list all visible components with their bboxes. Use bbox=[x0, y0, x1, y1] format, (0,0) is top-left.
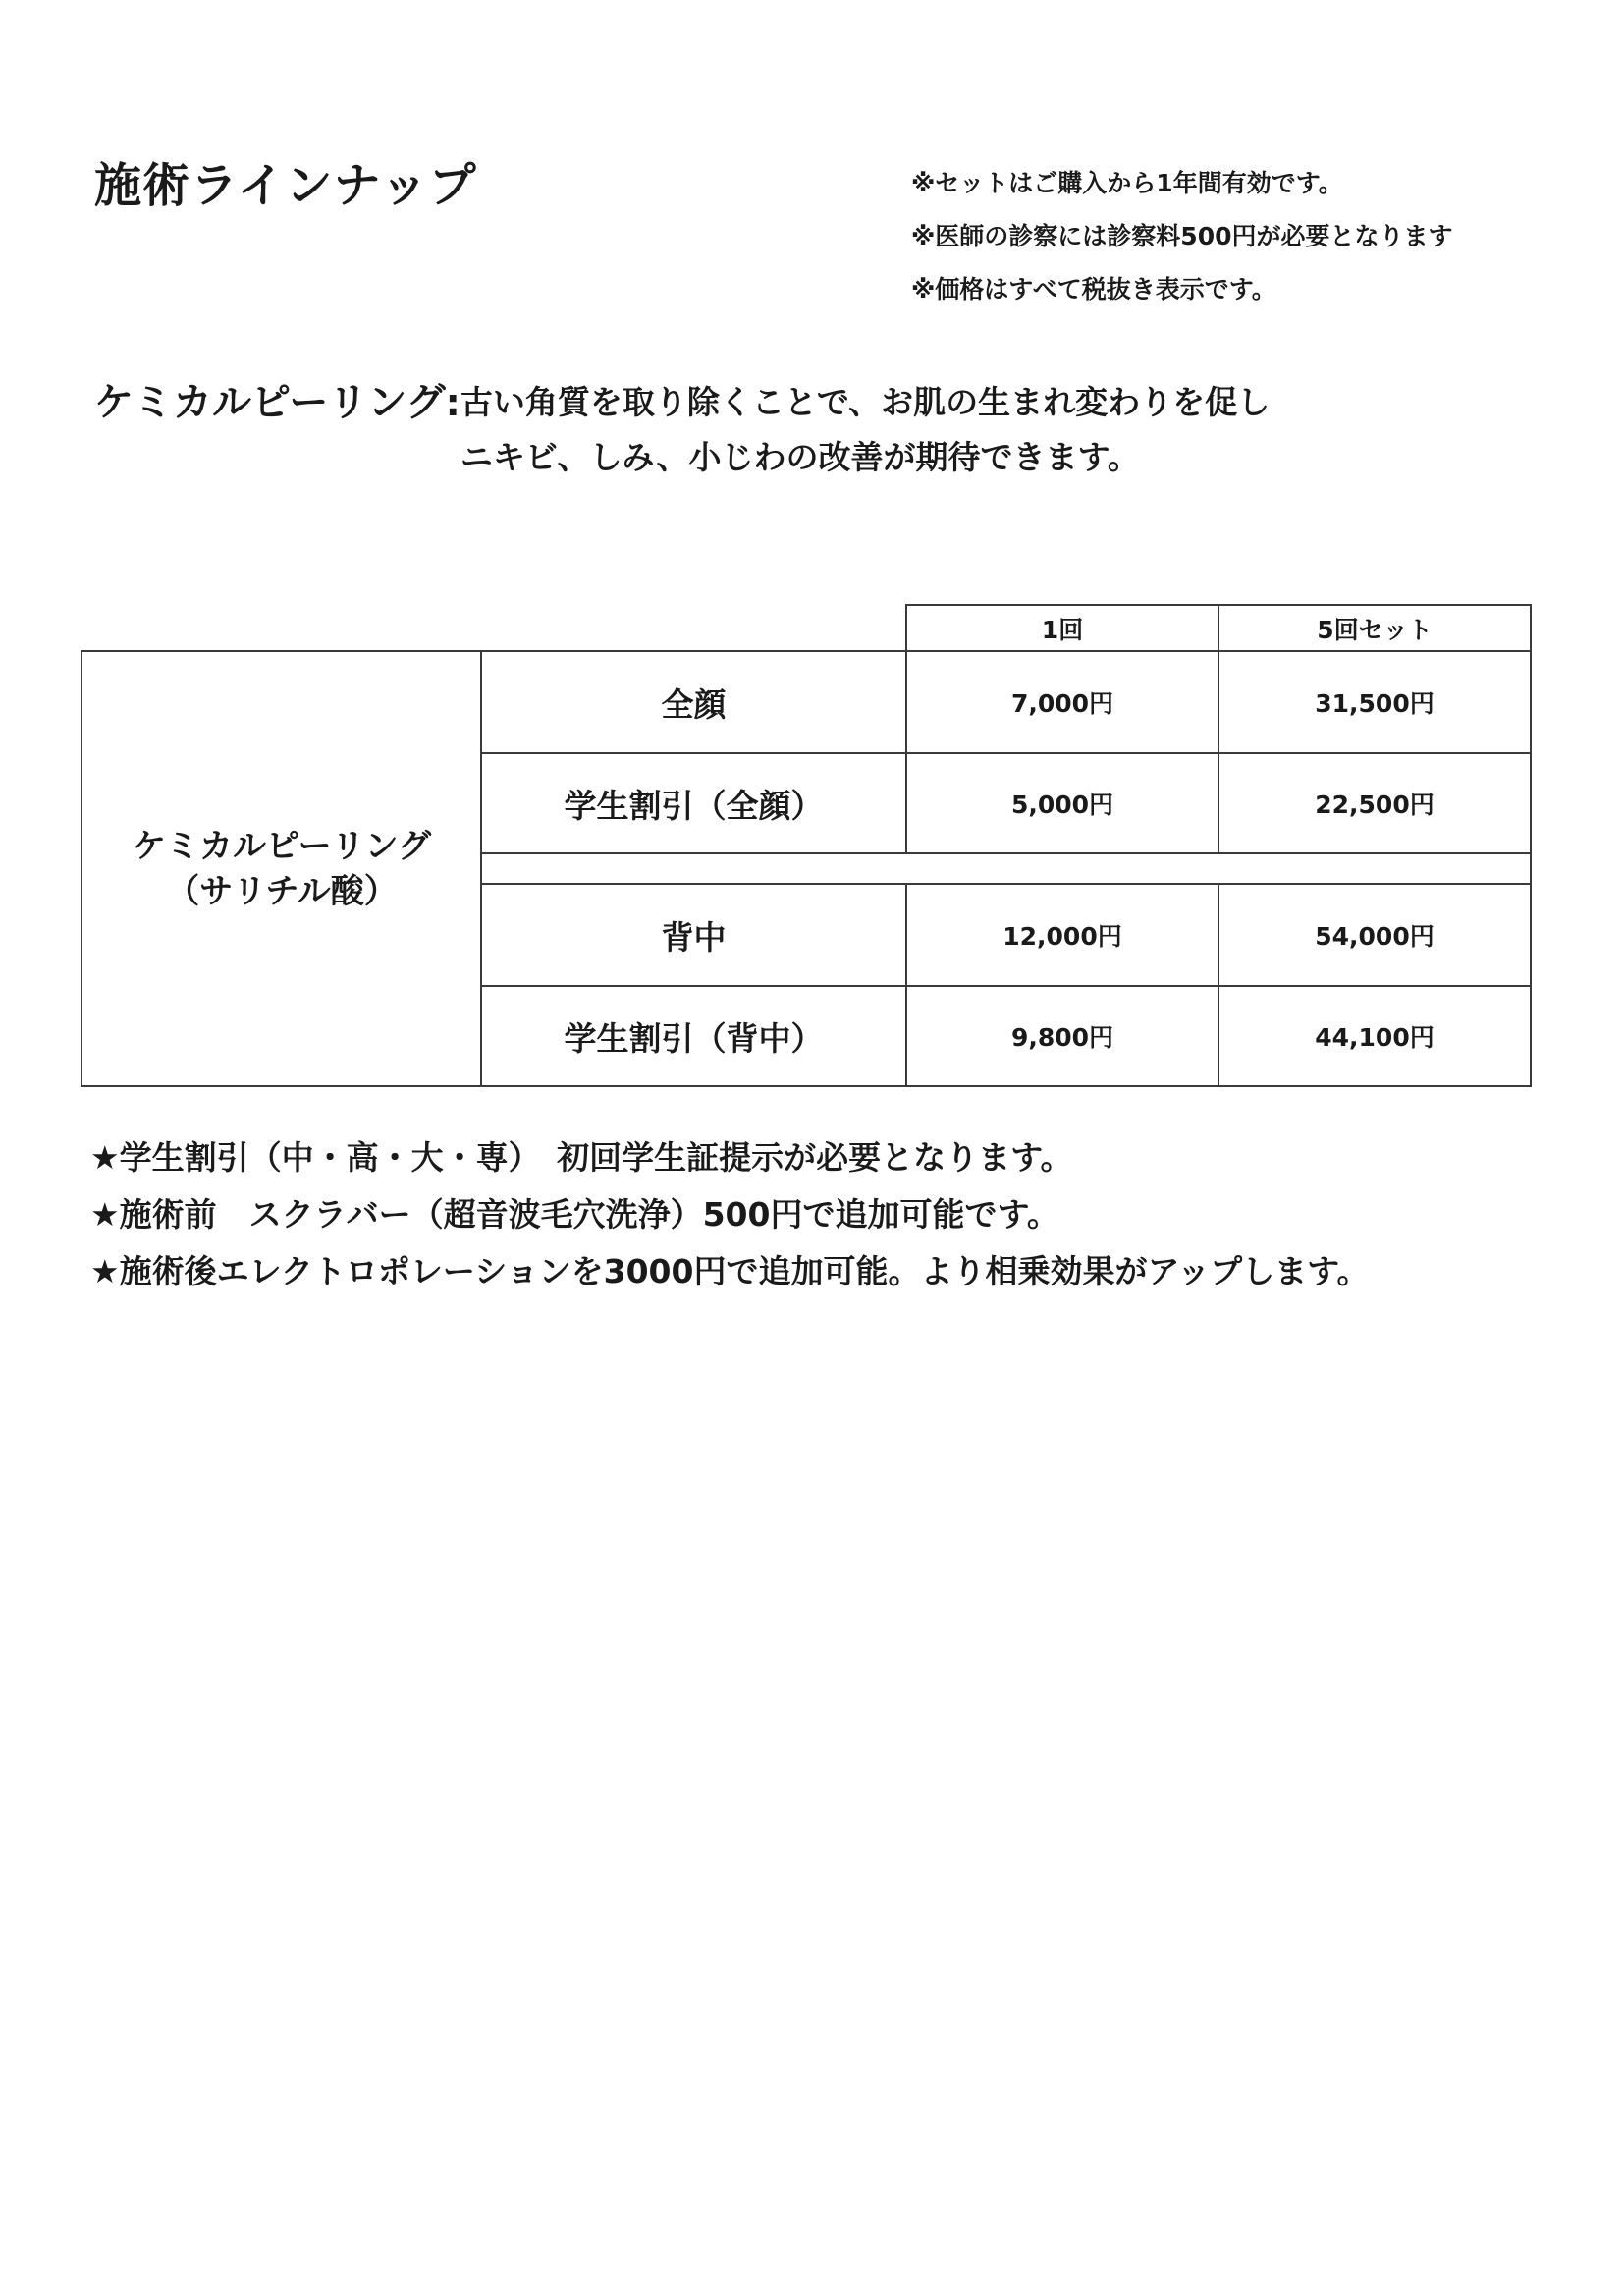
note-consultation-fee: ※医師の診察には診察料500円が必要となります bbox=[911, 222, 1453, 250]
price-text: 5,000円 bbox=[1010, 791, 1114, 819]
row-label-student-full-face bbox=[480, 752, 907, 854]
header-set-label: 5回セット bbox=[1317, 616, 1433, 644]
section-title: ケミカルピーリング bbox=[94, 380, 446, 425]
footnote-electroporation: ★施術後エレクトロポレーションを3000円で追加可能。より相乗効果がアップします。 bbox=[90, 1252, 1370, 1290]
description-line-2: ニキビ、しみ、小じわの改善が期待できます。 bbox=[460, 438, 1140, 476]
row-label-text: 学生割引（全顔） bbox=[564, 786, 824, 825]
product-subname: （サリチル酸） bbox=[166, 871, 398, 911]
row-label-student-back bbox=[480, 985, 907, 1087]
row-price-set bbox=[1218, 650, 1532, 754]
price-text: 12,000円 bbox=[1002, 922, 1122, 951]
row-price-set bbox=[1218, 985, 1532, 1087]
price-text: 9,800円 bbox=[1010, 1023, 1114, 1052]
price-text: 7,000円 bbox=[1010, 689, 1114, 718]
price-text: 31,500円 bbox=[1315, 689, 1435, 718]
footnotes bbox=[90, 1129, 1370, 1300]
row-price-single bbox=[905, 650, 1219, 754]
product-name: ケミカルピーリング bbox=[133, 826, 431, 866]
row-price-single bbox=[905, 752, 1219, 854]
header-single-label: 1回 bbox=[1041, 616, 1084, 644]
footnote-student-discount: ★学生割引（中・高・大・専） 初回学生証提示が必要となります。 bbox=[90, 1138, 1073, 1176]
note-validity: ※セットはご購入から1年間有効です。 bbox=[911, 169, 1343, 197]
header-set bbox=[1218, 604, 1532, 653]
row-price-set bbox=[1218, 883, 1532, 987]
section-heading bbox=[94, 375, 1270, 485]
row-price-single bbox=[905, 883, 1219, 987]
section-description bbox=[460, 375, 1270, 485]
row-label-text: 背中 bbox=[661, 917, 727, 957]
footnote-scrubber: ★施術前 スクラバー（超音波毛穴洗浄）500円で追加可能です。 bbox=[90, 1195, 1059, 1233]
description-line-1: 古い角質を取り除くことで、お肌の生まれ変わりを促し bbox=[460, 383, 1271, 421]
section-colon: : bbox=[445, 381, 460, 424]
row-label-back bbox=[480, 883, 907, 987]
row-label-text: 学生割引（背中） bbox=[564, 1018, 824, 1058]
row-price-single bbox=[905, 985, 1219, 1087]
page-title: 施術ラインナップ bbox=[94, 158, 477, 213]
row-label-text: 全顔 bbox=[661, 684, 727, 724]
header-single bbox=[905, 604, 1219, 653]
notes bbox=[911, 157, 1453, 316]
price-text: 22,500円 bbox=[1315, 791, 1435, 819]
price-text: 44,100円 bbox=[1315, 1023, 1435, 1052]
row-label-full-face bbox=[480, 650, 907, 754]
table-spacer bbox=[480, 852, 1532, 885]
note-tax: ※価格はすべて税抜き表示です。 bbox=[911, 275, 1276, 303]
price-text: 54,000円 bbox=[1315, 922, 1435, 951]
row-price-set bbox=[1218, 752, 1532, 854]
product-cell bbox=[81, 650, 483, 1087]
